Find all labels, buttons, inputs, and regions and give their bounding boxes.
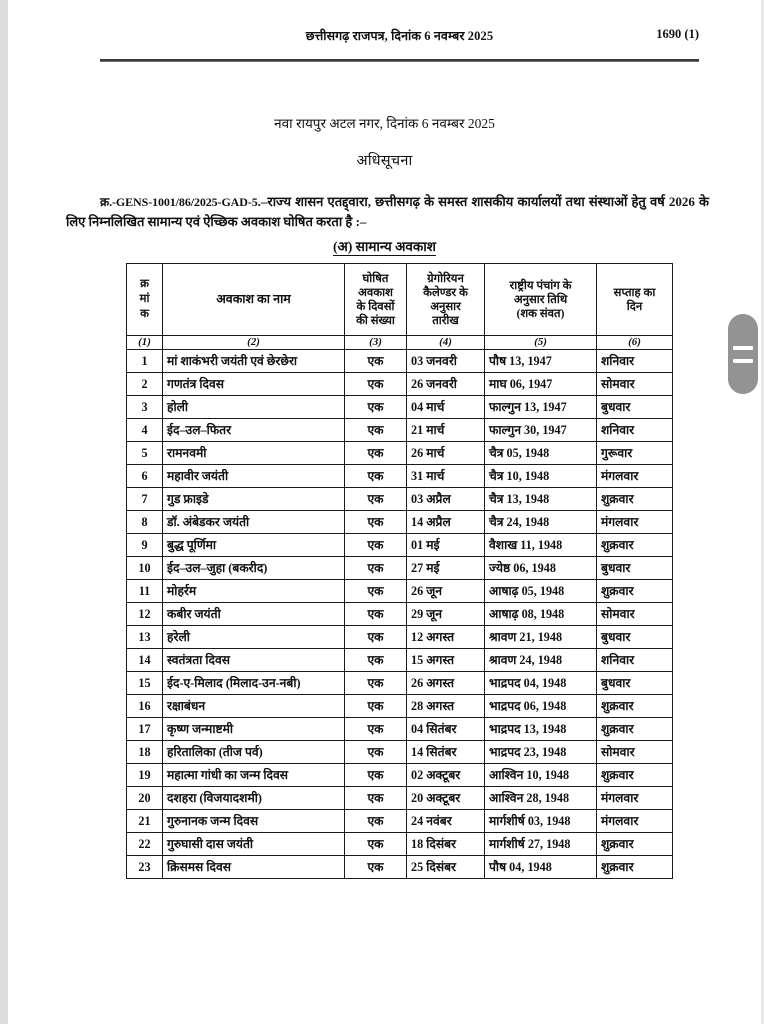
column-number-row xyxy=(127,336,673,350)
cell-gregorian-date: 26 अगस्त xyxy=(407,672,485,695)
header-divider xyxy=(100,59,699,62)
cell-number-of-days: एक xyxy=(345,511,407,534)
table-row xyxy=(127,833,673,856)
cell-holiday-name: बुद्ध पूर्णिमा xyxy=(163,534,345,557)
column-number-3: (3) xyxy=(345,336,407,350)
column-number-2: (2) xyxy=(163,336,345,350)
cell-weekday: मंगलवार xyxy=(597,465,673,488)
cell-serial-number: 23 xyxy=(127,856,163,879)
cell-holiday-name: गुरुनानक जन्म दिवस xyxy=(163,810,345,833)
cell-shaka-date: चैत्र 05, 1948 xyxy=(485,442,597,465)
cell-number-of-days: एक xyxy=(345,373,407,396)
header-days-line2: अवकाश xyxy=(358,286,393,299)
cell-serial-number: 5 xyxy=(127,442,163,465)
cell-gregorian-date: 02 अक्टूबर xyxy=(407,764,485,787)
cell-gregorian-date: 26 जून xyxy=(407,580,485,603)
cell-number-of-days: एक xyxy=(345,603,407,626)
header-gregorian-line4: तारीख xyxy=(432,314,459,327)
cell-gregorian-date: 20 अक्टूबर xyxy=(407,787,485,810)
cell-gregorian-date: 24 नवंबर xyxy=(407,810,485,833)
cell-weekday: शनिवार xyxy=(597,649,673,672)
cell-number-of-days: एक xyxy=(345,672,407,695)
cell-number-of-days: एक xyxy=(345,396,407,419)
cell-holiday-name: मां शाकंभरी जयंती एवं छेरछेरा xyxy=(163,350,345,373)
cell-shaka-date: पौष 13, 1947 xyxy=(485,350,597,373)
table-row xyxy=(127,695,673,718)
cell-holiday-name: महावीर जयंती xyxy=(163,465,345,488)
cell-weekday: मंगलवार xyxy=(597,787,673,810)
cell-gregorian-date: 18 दिसंबर xyxy=(407,833,485,856)
cell-gregorian-date: 28 अगस्त xyxy=(407,695,485,718)
cell-serial-number: 14 xyxy=(127,649,163,672)
section-heading-label: (अ) सामान्य अवकाश xyxy=(333,239,436,255)
cell-number-of-days: एक xyxy=(345,534,407,557)
cell-serial-number: 6 xyxy=(127,465,163,488)
cell-gregorian-date: 12 अगस्त xyxy=(407,626,485,649)
header-shaka-line1: राष्ट्रीय पंचांग के xyxy=(509,279,572,292)
table-row xyxy=(127,626,673,649)
cell-number-of-days: एक xyxy=(345,718,407,741)
holiday-table-container xyxy=(8,263,761,879)
cell-serial-number: 16 xyxy=(127,695,163,718)
cell-holiday-name: गुरुघासी दास जयंती xyxy=(163,833,345,856)
general-holidays-table xyxy=(126,263,673,879)
table-row xyxy=(127,511,673,534)
cell-serial-number: 15 xyxy=(127,672,163,695)
table-row xyxy=(127,396,673,419)
cell-number-of-days: एक xyxy=(345,580,407,603)
cell-shaka-date: चैत्र 10, 1948 xyxy=(485,465,597,488)
cell-shaka-date: मार्गशीर्ष 27, 1948 xyxy=(485,833,597,856)
cell-weekday: बुधवार xyxy=(597,557,673,580)
section-heading xyxy=(8,237,761,255)
cell-number-of-days: एक xyxy=(345,810,407,833)
header-serial-number xyxy=(127,264,163,336)
cell-weekday: शुक्रवार xyxy=(597,856,673,879)
cell-weekday: शुक्रवार xyxy=(597,718,673,741)
gazette-title: छत्तीसगढ़ राजपत्र, दिनांक 6 नवम्बर 2025 xyxy=(305,29,494,43)
table-row xyxy=(127,580,673,603)
drag-handle-icon[interactable] xyxy=(728,314,758,394)
cell-shaka-date: चैत्र 24, 1948 xyxy=(485,511,597,534)
cell-number-of-days: एक xyxy=(345,787,407,810)
cell-serial-number: 12 xyxy=(127,603,163,626)
cell-holiday-name: क्रिसमस दिवस xyxy=(163,856,345,879)
reference-number: क्र.-GENS-1001/86/2025-GAD-5 xyxy=(100,195,258,209)
column-number-1: (1) xyxy=(127,336,163,350)
gazette-page xyxy=(8,0,761,1024)
cell-holiday-name: रक्षाबंधन xyxy=(163,695,345,718)
table-row xyxy=(127,810,673,833)
table-row xyxy=(127,373,673,396)
table-row xyxy=(127,764,673,787)
table-row xyxy=(127,718,673,741)
cell-weekday: शुक्रवार xyxy=(597,534,673,557)
column-number-4: (4) xyxy=(407,336,485,350)
table-row xyxy=(127,672,673,695)
header-shaka-line2: अनुसार तिथि xyxy=(513,293,568,306)
header-shaka-line3: (शक संवत) xyxy=(516,307,565,320)
cell-holiday-name: हरेली xyxy=(163,626,345,649)
cell-holiday-name: मोहर्रम xyxy=(163,580,345,603)
cell-weekday: शुक्रवार xyxy=(597,488,673,511)
cell-holiday-name: डॉ. अंबेडकर जयंती xyxy=(163,511,345,534)
table-row xyxy=(127,488,673,511)
cell-holiday-name: ईद–उल–फितर xyxy=(163,419,345,442)
cell-holiday-name: दशहरा (विजयादशमी) xyxy=(163,787,345,810)
cell-weekday: शुक्रवार xyxy=(597,580,673,603)
cell-gregorian-date: 01 मई xyxy=(407,534,485,557)
header-gregorian-line3: अनुसार xyxy=(430,300,461,313)
cell-number-of-days: एक xyxy=(345,442,407,465)
table-row xyxy=(127,350,673,373)
table-row xyxy=(127,534,673,557)
cell-holiday-name: हरितालिका (तीज पर्व) xyxy=(163,741,345,764)
page-number: 1690 (1) xyxy=(656,27,699,41)
table-row xyxy=(127,603,673,626)
cell-weekday: सोमवार xyxy=(597,741,673,764)
cell-gregorian-date: 03 अप्रैल xyxy=(407,488,485,511)
header-serial-line3: क xyxy=(140,308,149,321)
cell-holiday-name: होली xyxy=(163,396,345,419)
cell-gregorian-date: 26 जनवरी xyxy=(407,373,485,396)
cell-weekday: मंगलवार xyxy=(597,511,673,534)
cell-number-of-days: एक xyxy=(345,488,407,511)
cell-serial-number: 10 xyxy=(127,557,163,580)
cell-weekday: शुक्रवार xyxy=(597,764,673,787)
cell-weekday: सोमवार xyxy=(597,603,673,626)
table-row xyxy=(127,419,673,442)
cell-number-of-days: एक xyxy=(345,350,407,373)
cell-gregorian-date: 27 मई xyxy=(407,557,485,580)
cell-serial-number: 11 xyxy=(127,580,163,603)
cell-weekday: शुक्रवार xyxy=(597,695,673,718)
cell-weekday: बुधवार xyxy=(597,626,673,649)
cell-shaka-date: आषाढ़ 05, 1948 xyxy=(485,580,597,603)
cell-holiday-name: कबीर जयंती xyxy=(163,603,345,626)
cell-serial-number: 17 xyxy=(127,718,163,741)
cell-shaka-date: भाद्रपद 04, 1948 xyxy=(485,672,597,695)
cell-serial-number: 22 xyxy=(127,833,163,856)
cell-serial-number: 8 xyxy=(127,511,163,534)
cell-number-of-days: एक xyxy=(345,649,407,672)
cell-gregorian-date: 21 मार्च xyxy=(407,419,485,442)
cell-shaka-date: माघ 06, 1947 xyxy=(485,373,597,396)
cell-weekday: मंगलवार xyxy=(597,810,673,833)
cell-shaka-date: वैशाख 11, 1948 xyxy=(485,534,597,557)
drag-handle-bar-bottom xyxy=(733,359,753,363)
header-shaka-date xyxy=(485,264,597,336)
place-and-date: नवा रायपुर अटल नगर, दिनांक 6 नवम्बर 2025 xyxy=(274,116,495,131)
cell-serial-number: 4 xyxy=(127,419,163,442)
cell-number-of-days: एक xyxy=(345,833,407,856)
cell-holiday-name: कृष्ण जन्माष्टमी xyxy=(163,718,345,741)
table-row xyxy=(127,741,673,764)
page-left-gutter xyxy=(0,0,8,1024)
cell-shaka-date: फाल्गुन 13, 1947 xyxy=(485,396,597,419)
cell-shaka-date: चैत्र 13, 1948 xyxy=(485,488,597,511)
header-days-line1: घोषित xyxy=(362,272,389,285)
cell-holiday-name: गुड फ्राइडे xyxy=(163,488,345,511)
cell-gregorian-date: 26 मार्च xyxy=(407,442,485,465)
cell-holiday-name: ईद–उल–जुहा (बकरीद) xyxy=(163,557,345,580)
column-number-5: (5) xyxy=(485,336,597,350)
cell-serial-number: 18 xyxy=(127,741,163,764)
cell-serial-number: 7 xyxy=(127,488,163,511)
table-row xyxy=(127,787,673,810)
cell-serial-number: 13 xyxy=(127,626,163,649)
cell-number-of-days: एक xyxy=(345,764,407,787)
cell-shaka-date: भाद्रपद 23, 1948 xyxy=(485,741,597,764)
notification-body xyxy=(66,192,709,232)
cell-shaka-date: ज्येष्ठ 06, 1948 xyxy=(485,557,597,580)
cell-holiday-name: ईद-ए-मिलाद (मिलाद-उन-नबी) xyxy=(163,672,345,695)
cell-weekday: शुक्रवार xyxy=(597,833,673,856)
cell-number-of-days: एक xyxy=(345,465,407,488)
header-days-line4: की संख्या xyxy=(356,314,395,327)
cell-holiday-name: गणतंत्र दिवस xyxy=(163,373,345,396)
header-weekday-line2: दिन xyxy=(626,300,643,313)
header-gregorian-date xyxy=(407,264,485,336)
cell-number-of-days: एक xyxy=(345,419,407,442)
drag-handle-bar-top xyxy=(733,346,753,350)
header-serial-line2: मां xyxy=(139,293,150,306)
cell-weekday: सोमवार xyxy=(597,373,673,396)
cell-shaka-date: आश्विन 10, 1948 xyxy=(485,764,597,787)
cell-gregorian-date: 15 अगस्त xyxy=(407,649,485,672)
cell-gregorian-date: 03 जनवरी xyxy=(407,350,485,373)
cell-number-of-days: एक xyxy=(345,695,407,718)
cell-shaka-date: भाद्रपद 06, 1948 xyxy=(485,695,597,718)
cell-number-of-days: एक xyxy=(345,741,407,764)
cell-holiday-name: रामनवमी xyxy=(163,442,345,465)
table-row xyxy=(127,465,673,488)
cell-weekday: बुधवार xyxy=(597,396,673,419)
cell-serial-number: 2 xyxy=(127,373,163,396)
cell-gregorian-date: 31 मार्च xyxy=(407,465,485,488)
cell-gregorian-date: 04 मार्च xyxy=(407,396,485,419)
cell-number-of-days: एक xyxy=(345,856,407,879)
header-days-line3: के दिवसों xyxy=(356,300,395,313)
cell-shaka-date: भाद्रपद 13, 1948 xyxy=(485,718,597,741)
header-gregorian-line1: ग्रेगोरियन xyxy=(427,272,464,285)
table-row xyxy=(127,442,673,465)
cell-shaka-date: मार्गशीर्ष 03, 1948 xyxy=(485,810,597,833)
column-number-6: (6) xyxy=(597,336,673,350)
cell-weekday: शनिवार xyxy=(597,419,673,442)
cell-serial-number: 1 xyxy=(127,350,163,373)
cell-serial-number: 9 xyxy=(127,534,163,557)
header-serial-line1: क्र xyxy=(140,278,149,291)
notification-heading: अधिसूचना xyxy=(356,153,413,169)
cell-shaka-date: श्रावण 21, 1948 xyxy=(485,626,597,649)
header-gregorian-line2: कैलेण्डर के xyxy=(423,286,468,299)
cell-weekday: शनिवार xyxy=(597,350,673,373)
header-holiday-name: अवकाश का नाम xyxy=(163,264,345,336)
table-row xyxy=(127,557,673,580)
cell-shaka-date: आश्विन 28, 1948 xyxy=(485,787,597,810)
cell-number-of-days: एक xyxy=(345,557,407,580)
cell-weekday: गुरूवार xyxy=(597,442,673,465)
table-header xyxy=(127,264,673,350)
table-row xyxy=(127,649,673,672)
cell-serial-number: 20 xyxy=(127,787,163,810)
cell-gregorian-date: 25 दिसंबर xyxy=(407,856,485,879)
running-header xyxy=(100,27,699,55)
table-header-row xyxy=(127,264,673,336)
cell-serial-number: 21 xyxy=(127,810,163,833)
header-weekday xyxy=(597,264,673,336)
cell-serial-number: 3 xyxy=(127,396,163,419)
cell-weekday: बुधवार xyxy=(597,672,673,695)
cell-gregorian-date: 14 अप्रैल xyxy=(407,511,485,534)
cell-holiday-name: स्वतंत्रता दिवस xyxy=(163,649,345,672)
cell-number-of-days: एक xyxy=(345,626,407,649)
cell-gregorian-date: 29 जून xyxy=(407,603,485,626)
cell-serial-number: 19 xyxy=(127,764,163,787)
cell-shaka-date: श्रावण 24, 1948 xyxy=(485,649,597,672)
table-row xyxy=(127,856,673,879)
cell-holiday-name: महात्मा गांधी का जन्म दिवस xyxy=(163,764,345,787)
cell-gregorian-date: 04 सितंबर xyxy=(407,718,485,741)
header-number-of-days xyxy=(345,264,407,336)
cell-shaka-date: पौष 04, 1948 xyxy=(485,856,597,879)
notification-body-text: .–राज्य शासन एतद्द्वारा, छत्तीसगढ़ के समस्त शासकीय कार्यालयों तथा संस्थाओं हेतु वर्ष 2026 के लिए निम्नलिखित सामान्य एवं ऐच्छिक अवकाश घोषित करता है :– xyxy=(66,194,709,230)
table-body xyxy=(127,350,673,879)
cell-shaka-date: फाल्गुन 30, 1947 xyxy=(485,419,597,442)
cell-shaka-date: आषाढ़ 08, 1948 xyxy=(485,603,597,626)
cell-gregorian-date: 14 सितंबर xyxy=(407,741,485,764)
header-weekday-line1: सप्ताह का xyxy=(613,286,656,299)
